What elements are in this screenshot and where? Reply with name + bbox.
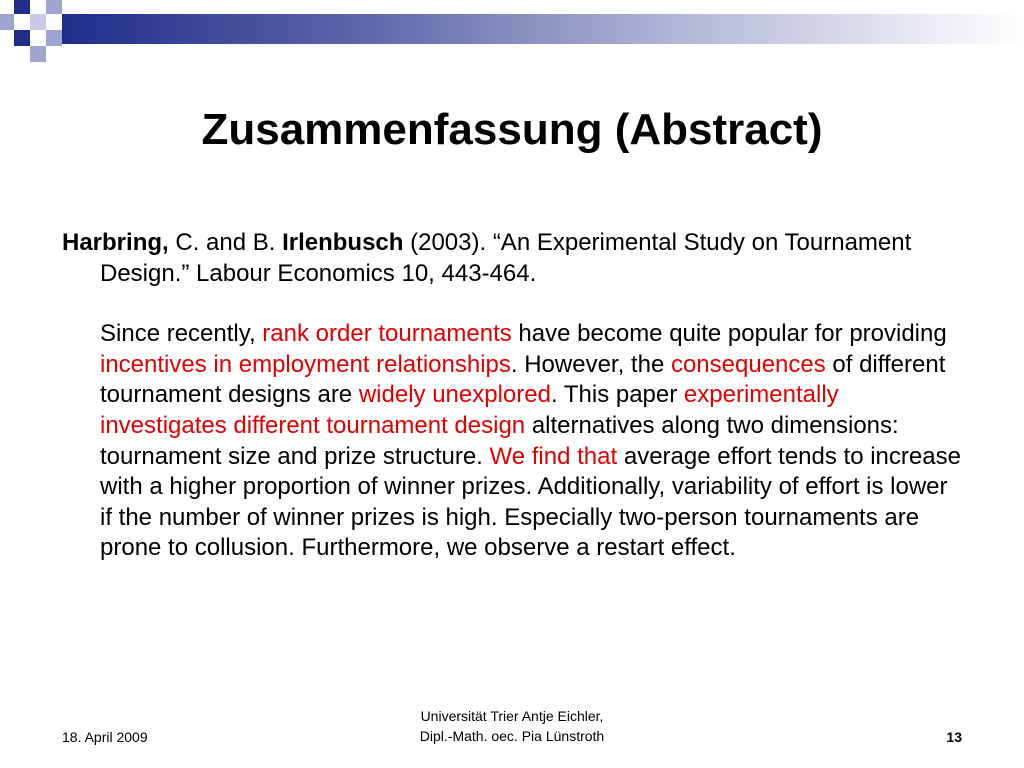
reference-rest: (2003). “An Experimental Study on Tournament Design.” Labour Economics 10, 443-464. (100, 229, 912, 287)
reference-author1: Harbring, (62, 229, 169, 256)
footer-institution (384, 706, 640, 746)
abstract-segment: . This paper (550, 381, 684, 409)
abstract-segment: of different tournament designs are (100, 350, 946, 409)
slide-title: Zusammenfassung (Abstract) (201, 105, 823, 154)
footer-institution-line2: Dipl.-Math. oec. Pia Lünstroth (419, 728, 605, 744)
abstract-text (100, 319, 962, 564)
header-decoration (0, 0, 1024, 80)
slide-body (62, 228, 962, 564)
abstract-segment: Since recently, (100, 320, 263, 348)
page-number: 13 (946, 729, 962, 745)
deco-square (14, 0, 30, 14)
abstract-segment: have become quite popular for providing (511, 320, 947, 348)
deco-square (30, 46, 46, 62)
abstract-segment: average effort tends to increase with a higher proportion of winner prizes. Additionally, variability of effort is lower if the number of winner prizes is high. Especially two-person tournaments are prone to collusion. Furthermore, we observe a restart effect. (100, 442, 961, 562)
highlighted-phrase: experimentally investigates different tournament design (100, 381, 839, 439)
deco-square (30, 14, 46, 30)
abstract-segment: . However, the (510, 350, 671, 378)
deco-square (46, 0, 62, 14)
highlighted-phrase: We find that (489, 442, 618, 470)
deco-square (14, 30, 30, 46)
header-gradient-bar (62, 14, 1024, 44)
highlighted-phrase: consequences (670, 350, 826, 378)
highlighted-phrase: rank order tournaments (262, 320, 512, 348)
highlighted-phrase: widely unexplored (358, 381, 551, 409)
abstract-segment: alternatives along two dimensions: tournament size and prize structure. (100, 411, 899, 470)
deco-square (0, 14, 14, 30)
deco-square (46, 30, 62, 46)
highlighted-phrase: incentives in employment relationships (100, 350, 511, 378)
reference (62, 228, 962, 289)
reference-author2: Irlenbusch (282, 229, 404, 256)
footer-date: 18. April 2009 (62, 729, 148, 745)
footer-institution-line1: Universität Trier Antje Eichler, (420, 708, 604, 724)
reference-mid: C. and B. (168, 229, 283, 256)
